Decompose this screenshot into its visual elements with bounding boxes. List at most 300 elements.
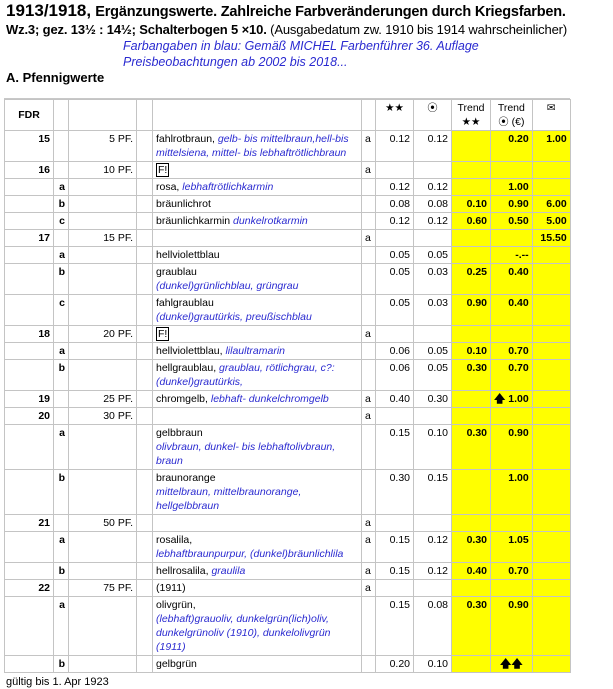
trend-used-value: 1.00 <box>508 181 529 193</box>
title-text: Ergänzungswerte. Zahlreiche Farbveränderungen durch Kriegsfarben. <box>95 4 566 20</box>
spacer <box>137 230 153 247</box>
cat-number <box>5 532 54 563</box>
spacer <box>137 326 153 343</box>
variant-letter: b <box>54 470 69 515</box>
trend-used <box>491 425 533 470</box>
mint-stars-icon: ★★ <box>385 102 404 114</box>
price-mint: 0.06 <box>376 360 414 391</box>
spacer <box>137 563 153 580</box>
cat-number <box>5 563 54 580</box>
color-name: bräunlichkarmin <box>156 215 234 227</box>
variant-letter <box>54 326 69 343</box>
price-mint: 0.20 <box>376 656 414 673</box>
price-observation-note: Preisbeobachtungen ab 2002 bis 2018... <box>123 55 348 69</box>
face-value: 75 PF. <box>69 580 137 597</box>
trend-used-value: 0.70 <box>508 345 529 357</box>
trend-used-value: 1.00 <box>508 393 529 405</box>
trend-mint <box>452 247 491 264</box>
price-cover: 5.00 <box>532 213 570 230</box>
price-used: 0.12 <box>414 563 452 580</box>
cat-number <box>5 196 54 213</box>
variant-letter: b <box>54 196 69 213</box>
color-name: fahlrotbraun, <box>156 133 218 145</box>
flag-a: a <box>362 391 376 408</box>
price-mint: 0.12 <box>376 179 414 196</box>
spec-bold: Wz.3; gez. 13½ : 14½; Schalterbogen 5 ×10. <box>6 22 267 37</box>
col-used <box>414 100 452 131</box>
flag-a: a <box>362 131 376 162</box>
variant-letter: a <box>54 343 69 360</box>
cat-number: 19 <box>5 391 54 408</box>
cat-number <box>5 425 54 470</box>
variant-letter <box>54 391 69 408</box>
cat-number: 18 <box>5 326 54 343</box>
col-empty <box>69 100 137 131</box>
price-used: 0.03 <box>414 295 452 326</box>
face-value: 20 PF. <box>69 326 137 343</box>
price-used: 0.05 <box>414 247 452 264</box>
color-description <box>153 532 362 563</box>
spacer <box>137 213 153 230</box>
face-value: 25 PF. <box>69 391 137 408</box>
face-value <box>69 213 137 230</box>
trend-used <box>491 230 533 247</box>
table-row-variant <box>5 656 571 673</box>
price-used: 0.08 <box>414 196 452 213</box>
color-description <box>153 131 362 162</box>
flag-a: a <box>362 230 376 247</box>
table-row-variant <box>5 470 571 515</box>
face-value <box>69 264 137 295</box>
col-mint <box>376 100 414 131</box>
trend-used <box>491 360 533 391</box>
trend-used <box>491 213 533 230</box>
trend-mint <box>452 391 491 408</box>
michel-color-shades: gelb- bis mittelbraun,hell-bis mittelsiena, mittel- bis lebhaftrötlichbraun <box>156 133 349 159</box>
price-used: 0.08 <box>414 597 452 656</box>
spacer <box>137 295 153 326</box>
cat-number <box>5 656 54 673</box>
spacer <box>137 162 153 179</box>
color-description <box>153 580 362 597</box>
table-row-variant <box>5 264 571 295</box>
michel-color-shades: (dunkel)grünlichblau, grüngrau <box>156 280 299 292</box>
color-description <box>153 597 362 656</box>
variant-letter <box>54 408 69 425</box>
price-mint: 0.12 <box>376 213 414 230</box>
table-row-main <box>5 230 571 247</box>
table-row-main <box>5 162 571 179</box>
table-row-variant <box>5 247 571 264</box>
variant-letter: b <box>54 563 69 580</box>
spacer <box>137 264 153 295</box>
trend-mint <box>452 230 491 247</box>
flag-a <box>362 179 376 196</box>
table-row-variant <box>5 597 571 656</box>
price-used <box>414 162 452 179</box>
trend-mint: 0.30 <box>452 425 491 470</box>
col-empty <box>137 100 153 131</box>
color-description <box>153 326 362 343</box>
cat-number: 17 <box>5 230 54 247</box>
table-row-main <box>5 131 571 162</box>
color-description <box>153 179 362 196</box>
variant-letter: a <box>54 532 69 563</box>
table-row-main <box>5 515 571 532</box>
face-value <box>69 295 137 326</box>
price-used: 0.05 <box>414 360 452 391</box>
price-mint <box>376 580 414 597</box>
trend-mint <box>452 515 491 532</box>
price-cover <box>532 532 570 563</box>
variant-letter: c <box>54 295 69 326</box>
price-mint: 0.05 <box>376 295 414 326</box>
trend-up-arrow-icon: 🡅 <box>494 393 506 405</box>
spacer <box>137 656 153 673</box>
price-cover: 15.50 <box>532 230 570 247</box>
page-header <box>0 0 613 86</box>
trend-used <box>491 295 533 326</box>
cat-number: 20 <box>5 408 54 425</box>
col-empty <box>54 100 69 131</box>
face-value <box>69 196 137 213</box>
price-mint <box>376 408 414 425</box>
table-row-main <box>5 391 571 408</box>
spacer <box>137 425 153 470</box>
face-value: 5 PF. <box>69 131 137 162</box>
michel-color-shades: lebhaftbraunpurpur, (dunkel)bräunlichlila <box>156 548 344 560</box>
color-name: gelbbraun <box>156 427 203 439</box>
spacer <box>137 360 153 391</box>
page-title <box>6 1 613 22</box>
table-row-variant <box>5 343 571 360</box>
color-name: gelbgrün <box>156 658 197 670</box>
face-value: 50 PF. <box>69 515 137 532</box>
variant-letter: a <box>54 179 69 196</box>
color-description <box>153 196 362 213</box>
trend-mint: 0.30 <box>452 597 491 656</box>
spacer <box>137 179 153 196</box>
price-cover <box>532 597 570 656</box>
variant-letter <box>54 580 69 597</box>
title-years: 1913/1918, <box>6 1 92 20</box>
trend-used <box>491 391 533 408</box>
michel-color-shades: graulila <box>211 565 246 577</box>
spacer <box>137 343 153 360</box>
color-name: hellgraublau, <box>156 362 220 374</box>
color-description <box>153 515 362 532</box>
price-used: 0.12 <box>414 213 452 230</box>
price-cover <box>532 179 570 196</box>
michel-color-shades: dunkelrotkarmin <box>233 215 308 227</box>
color-name: braunorange <box>156 472 216 484</box>
trend-mint: 0.90 <box>452 295 491 326</box>
price-mint <box>376 162 414 179</box>
price-mint: 0.30 <box>376 470 414 515</box>
price-cover <box>532 470 570 515</box>
michel-color-shades: lebhaft- dunkelchromgelb <box>210 393 329 405</box>
table-row-variant <box>5 532 571 563</box>
cat-number: 22 <box>5 580 54 597</box>
flag-a <box>362 264 376 295</box>
price-used: 0.03 <box>414 264 452 295</box>
price-mint: 0.08 <box>376 196 414 213</box>
price-used: 0.10 <box>414 425 452 470</box>
cat-number: 16 <box>5 162 54 179</box>
variant-letter: c <box>54 213 69 230</box>
spacer <box>137 247 153 264</box>
table-row-main <box>5 580 571 597</box>
price-mint <box>376 230 414 247</box>
cat-number <box>5 470 54 515</box>
color-name: graublau <box>156 266 197 278</box>
trend-used <box>491 326 533 343</box>
table-row-variant <box>5 360 571 391</box>
price-mint: 0.15 <box>376 425 414 470</box>
color-name: hellviolettblau <box>156 249 220 261</box>
face-value <box>69 470 137 515</box>
spacer <box>137 597 153 656</box>
price-cover: 6.00 <box>532 196 570 213</box>
price-cover <box>532 326 570 343</box>
flag-a <box>362 597 376 656</box>
validity-footer: gültig bis 1. Apr 1923 <box>6 676 109 688</box>
price-cover <box>532 247 570 264</box>
forgery-warning-badge: F! <box>158 328 168 340</box>
trend-used <box>491 470 533 515</box>
cat-number <box>5 213 54 230</box>
color-description <box>153 247 362 264</box>
michel-color-shades: olivbraun, dunkel- bis lebhaftolivbraun, braun <box>156 441 336 467</box>
trend-mint: 0.25 <box>452 264 491 295</box>
trend-mint: 0.40 <box>452 563 491 580</box>
trend-mint <box>452 131 491 162</box>
trend-used <box>491 515 533 532</box>
face-value <box>69 425 137 470</box>
trend-mint: 0.60 <box>452 213 491 230</box>
color-name: chromgelb, <box>156 393 211 405</box>
michel-color-shades: graublau, rötlichgrau, c?: (dunkel)grautürkis, <box>156 362 335 388</box>
price-mint: 0.15 <box>376 532 414 563</box>
price-used: 0.12 <box>414 532 452 563</box>
color-name: fahlgraublau <box>156 297 214 309</box>
trend-used <box>491 162 533 179</box>
trend-used-value: 0.90 <box>508 198 529 210</box>
price-used <box>414 580 452 597</box>
trend-mint <box>452 656 491 673</box>
price-mint <box>376 515 414 532</box>
price-mint: 0.15 <box>376 563 414 580</box>
price-used: 0.10 <box>414 656 452 673</box>
color-name: rosa, <box>156 181 183 193</box>
price-mint <box>376 326 414 343</box>
table-row-variant <box>5 179 571 196</box>
price-used <box>414 515 452 532</box>
cat-number <box>5 247 54 264</box>
price-cover <box>532 656 570 673</box>
spec-note: (Ausgabedatum zw. 1910 bis 1914 wahrscheinlicher) <box>270 22 568 37</box>
col-fdr: FDR <box>5 100 54 131</box>
spacer <box>137 131 153 162</box>
color-description <box>153 470 362 515</box>
price-cover <box>532 515 570 532</box>
envelope-icon: ✉ <box>546 102 556 114</box>
flag-a <box>362 343 376 360</box>
price-mint: 0.06 <box>376 343 414 360</box>
flag-a: a <box>362 162 376 179</box>
trend-used-value: 0.90 <box>508 599 529 611</box>
trend-used <box>491 179 533 196</box>
color-description <box>153 563 362 580</box>
variant-letter: b <box>54 264 69 295</box>
spacer <box>137 470 153 515</box>
face-value <box>69 247 137 264</box>
table-row-variant <box>5 213 571 230</box>
price-cover <box>532 295 570 326</box>
flag-a: a <box>362 515 376 532</box>
color-description <box>153 264 362 295</box>
trend-label: Trend <box>457 102 485 114</box>
flag-a <box>362 360 376 391</box>
price-used: 0.30 <box>414 391 452 408</box>
price-cover <box>532 425 570 470</box>
spacer <box>137 391 153 408</box>
table-row-main <box>5 326 571 343</box>
price-mint: 0.40 <box>376 391 414 408</box>
michel-color-shades: lilaultramarin <box>225 345 285 357</box>
color-description <box>153 360 362 391</box>
trend-used-value: 1.05 <box>508 534 529 546</box>
price-cover <box>532 408 570 425</box>
col-empty <box>362 100 376 131</box>
price-cover <box>532 343 570 360</box>
face-value <box>69 656 137 673</box>
color-name: hellviolettblau, <box>156 345 226 357</box>
color-source-note: Farbangaben in blau: Gemäß MICHEL Farbenführer 36. Auflage <box>123 39 479 53</box>
trend-mint: 0.10 <box>452 343 491 360</box>
variant-letter: a <box>54 425 69 470</box>
color-description <box>153 425 362 470</box>
trend-used-value: 0.50 <box>508 215 529 227</box>
color-description <box>153 295 362 326</box>
flag-a <box>362 196 376 213</box>
price-cover <box>532 563 570 580</box>
spacer <box>137 196 153 213</box>
header-row <box>5 100 571 131</box>
trend-used <box>491 247 533 264</box>
trend-mint <box>452 162 491 179</box>
trend-used <box>491 532 533 563</box>
cat-number <box>5 264 54 295</box>
face-value: 10 PF. <box>69 162 137 179</box>
cat-number <box>5 179 54 196</box>
price-cover <box>532 162 570 179</box>
price-used: 0.05 <box>414 343 452 360</box>
trend-used <box>491 264 533 295</box>
cat-number: 15 <box>5 131 54 162</box>
variant-letter <box>54 162 69 179</box>
col-cover <box>532 100 570 131</box>
trend-used-value: 0.70 <box>508 565 529 577</box>
trend-mint <box>452 470 491 515</box>
trend-mint: 0.10 <box>452 196 491 213</box>
price-mint: 0.15 <box>376 597 414 656</box>
price-used: 0.15 <box>414 470 452 515</box>
price-used: 0.12 <box>414 179 452 196</box>
flag-a <box>362 213 376 230</box>
trend-used <box>491 563 533 580</box>
price-cover <box>532 360 570 391</box>
color-description <box>153 230 362 247</box>
cat-number <box>5 597 54 656</box>
michel-color-shades: lebhaftrötlichkarmin <box>182 181 274 193</box>
face-value <box>69 532 137 563</box>
flag-a <box>362 247 376 264</box>
table-row-variant <box>5 425 571 470</box>
spacer <box>137 515 153 532</box>
price-used <box>414 326 452 343</box>
michel-color-shades: (lebhaft)grauoliv, dunkelgrün(lich)oliv, dunkelgrünoliv (1910), dunkelolivgrün (1911) <box>156 613 331 653</box>
variant-letter: a <box>54 247 69 264</box>
trend-label: Trend <box>497 102 525 114</box>
face-value <box>69 360 137 391</box>
trend-used-value: -.-- <box>515 249 529 261</box>
cat-number <box>5 360 54 391</box>
color-description <box>153 408 362 425</box>
col-trend-used <box>491 100 533 131</box>
flag-a: a <box>362 580 376 597</box>
variant-letter: b <box>54 656 69 673</box>
postmark-icon: ⦿ <box>427 102 438 114</box>
price-cover <box>532 264 570 295</box>
trend-mint <box>452 408 491 425</box>
flag-a <box>362 656 376 673</box>
spec-line <box>6 22 613 38</box>
table-row-variant <box>5 196 571 213</box>
trend-used-value: 1.00 <box>508 472 529 484</box>
table-row-main <box>5 408 571 425</box>
trend-used <box>491 597 533 656</box>
face-value: 30 PF. <box>69 408 137 425</box>
col-empty <box>153 100 362 131</box>
trend-used-value: 0.40 <box>508 297 529 309</box>
forgery-warning-badge: F! <box>158 164 168 176</box>
trend-used-value: 0.40 <box>508 266 529 278</box>
variant-letter <box>54 131 69 162</box>
variant-letter: b <box>54 360 69 391</box>
trend-mint: 0.30 <box>452 532 491 563</box>
face-value <box>69 563 137 580</box>
face-value: 15 PF. <box>69 230 137 247</box>
spacer <box>137 408 153 425</box>
col-trend-mint <box>452 100 491 131</box>
trend-mint <box>452 179 491 196</box>
flag-a: a <box>362 408 376 425</box>
color-name: bräunlichrot <box>156 198 211 210</box>
face-value <box>69 343 137 360</box>
flag-a: a <box>362 563 376 580</box>
michel-color-shades: mittelbraun, mittelbraunorange, hellgelbbraun <box>156 486 302 512</box>
trend-used <box>491 343 533 360</box>
flag-a <box>362 425 376 470</box>
color-description <box>153 162 362 179</box>
michel-color-shades: (dunkel)grautürkis, preußischblau <box>156 311 312 323</box>
trend-mint <box>452 580 491 597</box>
price-cover <box>532 580 570 597</box>
color-name: rosalila, <box>156 534 193 546</box>
price-cover: 1.00 <box>532 131 570 162</box>
stamp-price-table <box>4 99 571 673</box>
